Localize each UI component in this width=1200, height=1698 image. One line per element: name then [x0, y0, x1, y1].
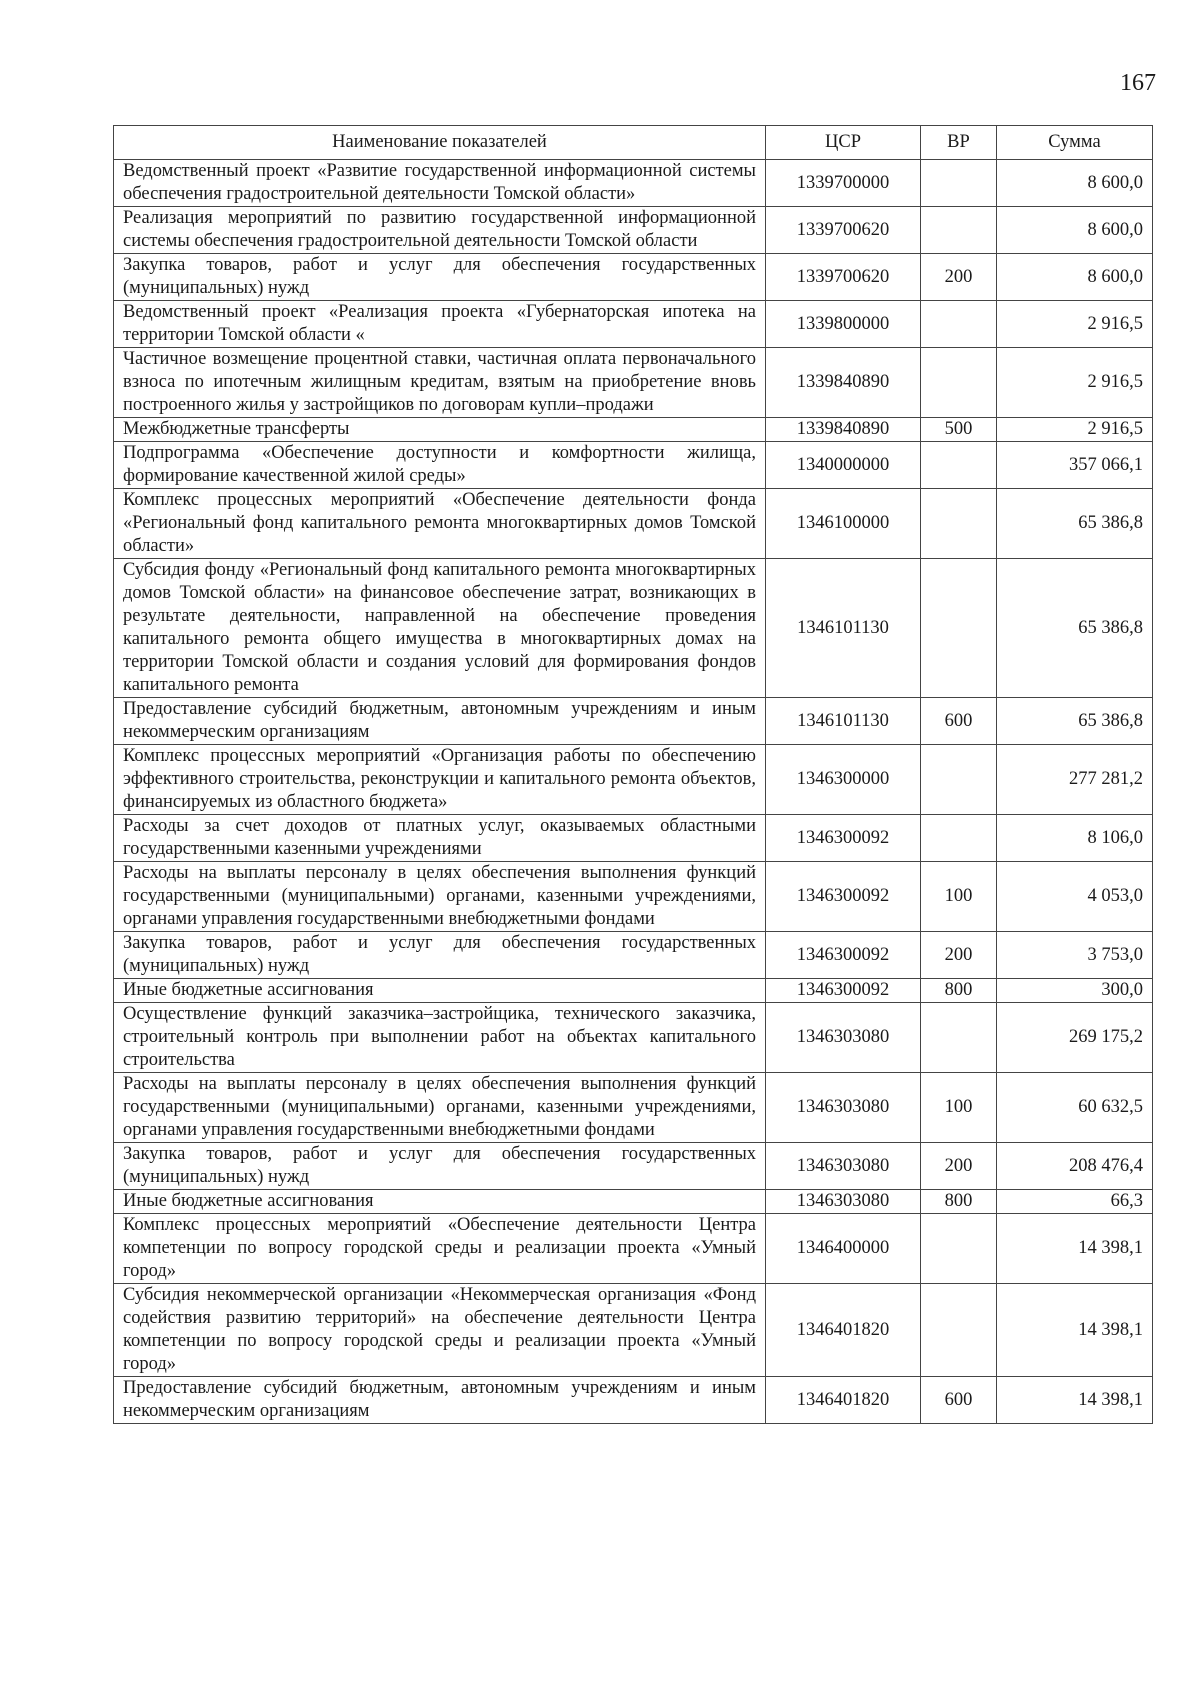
row-sum-cell: 8 600,0 [997, 207, 1153, 254]
row-csr-cell: 1346100000 [766, 489, 921, 559]
table-row [114, 348, 1153, 418]
row-name-cell: Расходы за счет доходов от платных услуг, оказываемых областными государственными казенными учреждениями [114, 815, 766, 862]
row-vr-cell [921, 1214, 997, 1284]
row-name-cell: Закупка товаров, работ и услуг для обеспечения государственных (муниципальных) нужд [114, 254, 766, 301]
row-vr-cell [921, 745, 997, 815]
table-row [114, 301, 1153, 348]
row-name-cell: Комплекс процессных мероприятий «Обеспечение деятельности Центра компетенции по вопросу городской среды и реализации проекта «Умный город» [114, 1214, 766, 1284]
row-vr-cell [921, 301, 997, 348]
row-name-cell: Предоставление субсидий бюджетным, автономным учреждениям и иным некоммерческим организациям [114, 1377, 766, 1424]
row-sum-cell: 2 916,5 [997, 301, 1153, 348]
table-row [114, 1377, 1153, 1424]
table-row [114, 1073, 1153, 1143]
row-csr-cell: 1339700620 [766, 254, 921, 301]
row-name-cell: Иные бюджетные ассигнования [114, 979, 766, 1003]
table-row [114, 489, 1153, 559]
row-csr-cell: 1346300092 [766, 862, 921, 932]
row-vr-cell [921, 1284, 997, 1377]
row-name-cell: Ведомственный проект «Развитие государственной информационной системы обеспечения градостроительной деятельности Томской области» [114, 160, 766, 207]
row-vr-cell [921, 442, 997, 489]
row-sum-cell: 65 386,8 [997, 698, 1153, 745]
row-csr-cell: 1346303080 [766, 1143, 921, 1190]
header-vr: ВР [921, 126, 997, 160]
row-sum-cell: 8 600,0 [997, 160, 1153, 207]
row-sum-cell: 8 106,0 [997, 815, 1153, 862]
row-sum-cell: 277 281,2 [997, 745, 1153, 815]
row-csr-cell: 1346303080 [766, 1190, 921, 1214]
row-csr-cell: 1346303080 [766, 1003, 921, 1073]
table-row [114, 698, 1153, 745]
row-sum-cell: 65 386,8 [997, 559, 1153, 698]
row-sum-cell: 3 753,0 [997, 932, 1153, 979]
row-sum-cell: 14 398,1 [997, 1284, 1153, 1377]
table-row [114, 418, 1153, 442]
table-row [114, 862, 1153, 932]
row-csr-cell: 1346300000 [766, 745, 921, 815]
budget-table [113, 125, 1153, 1424]
row-csr-cell: 1346303080 [766, 1073, 921, 1143]
row-sum-cell: 2 916,5 [997, 348, 1153, 418]
row-sum-cell: 14 398,1 [997, 1214, 1153, 1284]
row-sum-cell: 2 916,5 [997, 418, 1153, 442]
row-vr-cell: 100 [921, 862, 997, 932]
row-vr-cell: 500 [921, 418, 997, 442]
table-row [114, 559, 1153, 698]
row-csr-cell: 1339800000 [766, 301, 921, 348]
row-name-cell: Предоставление субсидий бюджетным, автономным учреждениям и иным некоммерческим организациям [114, 698, 766, 745]
header-sum: Сумма [997, 126, 1153, 160]
row-name-cell: Комплекс процессных мероприятий «Обеспечение деятельности фонда «Региональный фонд капитального ремонта многоквартирных домов Томской области» [114, 489, 766, 559]
table-row [114, 932, 1153, 979]
row-name-cell: Межбюджетные трансферты [114, 418, 766, 442]
row-sum-cell: 60 632,5 [997, 1073, 1153, 1143]
row-name-cell: Реализация мероприятий по развитию государственной информационной системы обеспечения градостроительной деятельности Томской области [114, 207, 766, 254]
row-csr-cell: 1346400000 [766, 1214, 921, 1284]
table-row [114, 745, 1153, 815]
row-name-cell: Подпрограмма «Обеспечение доступности и комфортности жилища, формирование качественной жилой среды» [114, 442, 766, 489]
row-csr-cell: 1346401820 [766, 1284, 921, 1377]
table-row [114, 207, 1153, 254]
row-vr-cell [921, 1003, 997, 1073]
row-name-cell: Закупка товаров, работ и услуг для обеспечения государственных (муниципальных) нужд [114, 1143, 766, 1190]
row-vr-cell: 200 [921, 254, 997, 301]
table-row [114, 1143, 1153, 1190]
row-sum-cell: 357 066,1 [997, 442, 1153, 489]
header-name: Наименование показателей [114, 126, 766, 160]
row-vr-cell: 200 [921, 932, 997, 979]
row-csr-cell: 1340000000 [766, 442, 921, 489]
row-csr-cell: 1346101130 [766, 559, 921, 698]
row-name-cell: Иные бюджетные ассигнования [114, 1190, 766, 1214]
row-name-cell: Расходы на выплаты персоналу в целях обеспечения выполнения функций государственными (муниципальными) органами, казенными учреждениями, органами управления государственными внебюджетными фондами [114, 1073, 766, 1143]
row-vr-cell: 600 [921, 1377, 997, 1424]
table-row [114, 1003, 1153, 1073]
page-number: 167 [1120, 70, 1156, 96]
row-csr-cell: 1346300092 [766, 979, 921, 1003]
table-row [114, 1214, 1153, 1284]
row-csr-cell: 1339840890 [766, 348, 921, 418]
table-row [114, 1190, 1153, 1214]
table-row [114, 1284, 1153, 1377]
row-vr-cell [921, 815, 997, 862]
row-vr-cell: 200 [921, 1143, 997, 1190]
row-name-cell: Осуществление функций заказчика–застройщика, технического заказчика, строительный контроль при выполнении работ на объектах капитального строительства [114, 1003, 766, 1073]
row-name-cell: Расходы на выплаты персоналу в целях обеспечения выполнения функций государственными (муниципальными) органами, казенными учреждениями, органами управления государственными внебюджетными фондами [114, 862, 766, 932]
row-vr-cell: 100 [921, 1073, 997, 1143]
row-vr-cell: 800 [921, 1190, 997, 1214]
row-vr-cell [921, 489, 997, 559]
row-name-cell: Ведомственный проект «Реализация проекта «Губернаторская ипотека на территории Томской области « [114, 301, 766, 348]
table-row [114, 442, 1153, 489]
row-csr-cell: 1346300092 [766, 815, 921, 862]
row-sum-cell: 65 386,8 [997, 489, 1153, 559]
table-row [114, 979, 1153, 1003]
row-sum-cell: 8 600,0 [997, 254, 1153, 301]
row-csr-cell: 1346401820 [766, 1377, 921, 1424]
row-name-cell: Частичное возмещение процентной ставки, частичная оплата первоначального взноса по ипотечным жилищным кредитам, взятым на приобретение вновь построенного жилья у застройщиков по договорам купли–продажи [114, 348, 766, 418]
row-vr-cell [921, 348, 997, 418]
row-vr-cell: 600 [921, 698, 997, 745]
row-csr-cell: 1339700620 [766, 207, 921, 254]
row-sum-cell: 300,0 [997, 979, 1153, 1003]
row-sum-cell: 66,3 [997, 1190, 1153, 1214]
table-row [114, 160, 1153, 207]
row-csr-cell: 1339700000 [766, 160, 921, 207]
row-sum-cell: 269 175,2 [997, 1003, 1153, 1073]
row-sum-cell: 14 398,1 [997, 1377, 1153, 1424]
row-name-cell: Комплекс процессных мероприятий «Организация работы по обеспечению эффективного строительства, реконструкции и капитального ремонта объектов, финансируемых из областного бюджета» [114, 745, 766, 815]
header-csr: ЦСР [766, 126, 921, 160]
row-vr-cell [921, 559, 997, 698]
row-csr-cell: 1346101130 [766, 698, 921, 745]
table-header-row [114, 126, 1153, 160]
row-vr-cell [921, 207, 997, 254]
row-csr-cell: 1339840890 [766, 418, 921, 442]
row-name-cell: Субсидия фонду «Региональный фонд капитального ремонта многоквартирных домов Томской области» на финансовое обеспечение затрат, возникающих в результате деятельности, направленной на обеспечение проведения капитального ремонта общего имущества в многоквартирных домах на территории Томской области и создания условий для формирования фондов капитального ремонта [114, 559, 766, 698]
row-vr-cell: 800 [921, 979, 997, 1003]
row-name-cell: Субсидия некоммерческой организации «Некоммерческая организация «Фонд содействия развитию территорий» на обеспечение деятельности Центра компетенции по вопросу городской среды и реализации проекта «Умный город» [114, 1284, 766, 1377]
row-csr-cell: 1346300092 [766, 932, 921, 979]
table-row [114, 815, 1153, 862]
table-row [114, 254, 1153, 301]
row-sum-cell: 4 053,0 [997, 862, 1153, 932]
row-sum-cell: 208 476,4 [997, 1143, 1153, 1190]
row-name-cell: Закупка товаров, работ и услуг для обеспечения государственных (муниципальных) нужд [114, 932, 766, 979]
row-vr-cell [921, 160, 997, 207]
